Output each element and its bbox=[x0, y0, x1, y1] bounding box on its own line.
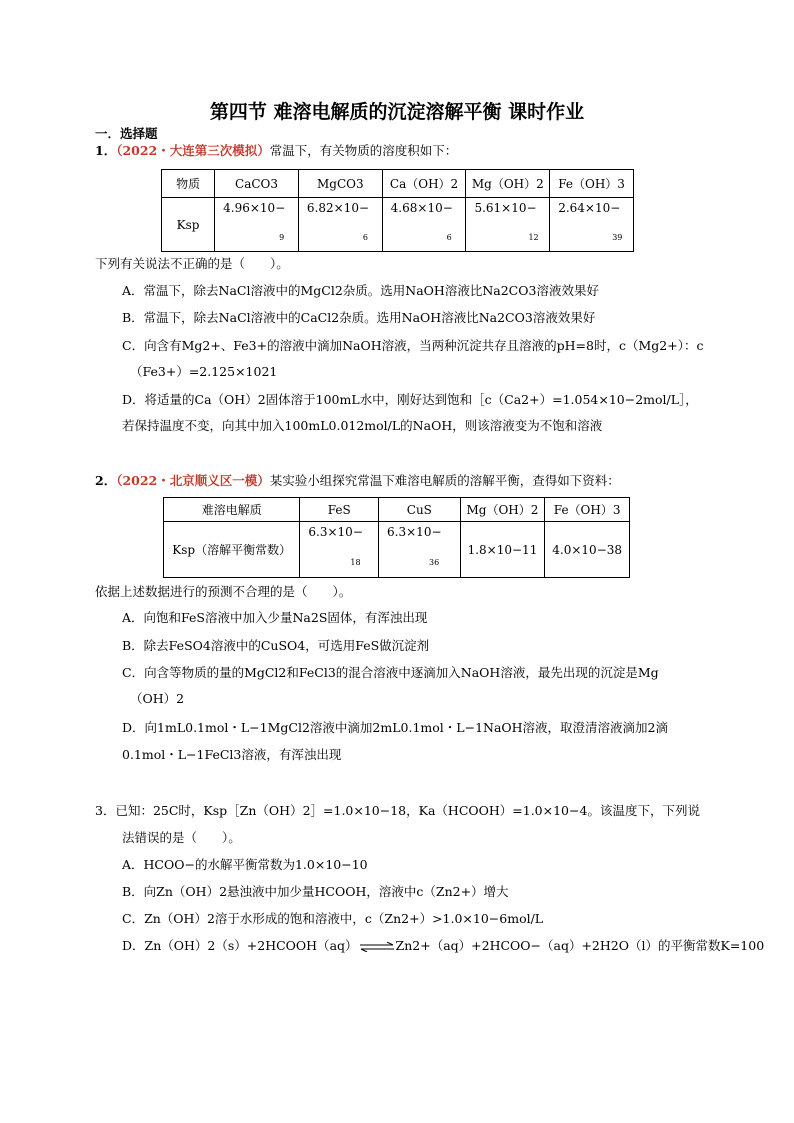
q1-number: 1． bbox=[95, 143, 117, 158]
q2-col-name: Mg（OH）2 bbox=[460, 498, 545, 522]
q2-ksp-table bbox=[163, 497, 630, 578]
q1-ksp-value: 4.96×10− 9 bbox=[215, 198, 299, 252]
q3-option-c: C．Zn（OH）2溶于水形成的饱和溶液中，c（Zn2+）>1.0×10−6mol/L bbox=[122, 911, 544, 926]
q2-option-d-cont: 0.1mol・L−1FeCl3溶液，有浑浊出现 bbox=[122, 747, 342, 762]
q1-table-header-label: 物质 bbox=[162, 170, 215, 198]
q1-ksp-table bbox=[161, 169, 634, 252]
q1-ksp-value: 6.82×10− 6 bbox=[298, 198, 382, 252]
q1-option-a: A．常温下，除去NaCl溶液中的MgCl2杂质。选用NaOH溶液比Na2CO3溶液效果好 bbox=[122, 283, 599, 298]
q2-number: 2． bbox=[95, 473, 117, 488]
equilibrium-arrow-icon bbox=[358, 942, 396, 952]
q1-option-d-cont: 若保持温度不变，向其中加入100mL0.012mol/L的NaOH，则该溶液变为不饱和溶液 bbox=[122, 418, 603, 433]
q2-option-c: C．向含等物质的量的MgCl2和FeCl3的混合溶液中逐滴加入NaOH溶液，最先出现的沉淀是Mg bbox=[122, 665, 659, 680]
q2-ksp-label: Ksp（溶解平衡常数） bbox=[164, 522, 300, 578]
q1-ksp-value: 5.61×10− 12 bbox=[466, 198, 550, 252]
q1-stem bbox=[95, 143, 457, 159]
q2-stem bbox=[95, 473, 620, 489]
q1-col-name: Fe（OH）3 bbox=[550, 170, 634, 198]
q1-col-name: MgCO3 bbox=[298, 170, 382, 198]
section-heading: 一．选择题 bbox=[95, 126, 158, 141]
q1-option-d: D．将适量的Ca（OH）2固体溶于100mL水中，刚好达到饱和［c（Ca2+）=1.054×10−2mol/L］， bbox=[122, 392, 698, 407]
q2-ksp-value: 6.3×10− 18 bbox=[300, 522, 379, 578]
q1-col-name: Mg（OH）2 bbox=[466, 170, 550, 198]
q1-source: （2022・大连第三次模拟） bbox=[116, 143, 270, 158]
q2-prompt: 依据上述数据进行的预测不合理的是（ ）。 bbox=[95, 584, 352, 599]
q1-ksp-value: 2.64×10− 39 bbox=[550, 198, 634, 252]
q3-option-d-left: D．Zn（OH）2（s）+2HCOOH（aq） bbox=[122, 938, 358, 953]
q2-ksp-value: 4.0×10−38 bbox=[545, 522, 630, 578]
q3-stem-cont: 法错误的是（ ）。 bbox=[122, 830, 241, 845]
q1-col-name: Ca（OH）2 bbox=[382, 170, 466, 198]
q2-stem-text: 某实验小组探究常温下难溶电解质的溶解平衡，查得如下资料： bbox=[269, 473, 620, 488]
q1-option-b: B．常温下，除去NaCl溶液中的CaCl2杂质。选用NaOH溶液比Na2CO3溶液效果好 bbox=[122, 310, 596, 325]
q2-col-name: CuS bbox=[379, 498, 461, 522]
q3-option-b: B．向Zn（OH）2悬浊液中加少量HCOOH，溶液中c（Zn2+）增大 bbox=[122, 884, 509, 899]
q1-col-name: CaCO3 bbox=[215, 170, 299, 198]
q2-option-d: D．向1mL0.1mol・L−1MgCl2溶液中滴加2mL0.1mol・L−1NaOH溶液，取澄清溶液滴加2滴 bbox=[122, 720, 669, 735]
q3-stem: 3．已知：25C时，Ksp［Zn（OH）2］=1.0×10−18，Ka（HCOOH）=1.0×10−4。该温度下，下列说 bbox=[95, 803, 700, 818]
page-title: 第四节 难溶电解质的沉淀溶解平衡 课时作业 bbox=[209, 101, 585, 123]
q2-ksp-value: 6.3×10− 36 bbox=[379, 522, 461, 578]
q2-col-name: Fe（OH）3 bbox=[545, 498, 630, 522]
q2-option-a: A．向饱和FeS溶液中加入少量Na2S固体，有浑浊出现 bbox=[122, 610, 428, 625]
q2-option-b: B．除去FeSO4溶液中的CuSO4，可选用FeS做沉淀剂 bbox=[122, 638, 430, 653]
q3-option-d bbox=[122, 938, 764, 954]
q3-option-d-right: Zn2+（aq）+2HCOO−（aq）+2H2O（l）的平衡常数K=100 bbox=[395, 938, 765, 953]
q3-option-a: A．HCOO−的水解平衡常数为1.0×10−10 bbox=[122, 857, 368, 872]
q1-option-c: C．向含有Mg2+、Fe3+的溶液中滴加NaOH溶液，当两种沉淀共存且溶液的pH=8时，c（Mg2+）：c bbox=[122, 338, 704, 353]
q1-prompt: 下列有关说法不正确的是（ ）。 bbox=[95, 256, 289, 271]
q2-source: （2022・北京顺义区一模） bbox=[116, 473, 270, 488]
q2-col-name: FeS bbox=[300, 498, 379, 522]
q1-ksp-value: 4.68×10− 6 bbox=[382, 198, 466, 252]
q2-option-c-cont: （OH）2 bbox=[130, 691, 185, 706]
q1-stem-text: 常温下，有关物质的溶度积如下： bbox=[269, 143, 458, 158]
q2-ksp-value: 1.8×10−11 bbox=[460, 522, 545, 578]
q1-option-c-cont: （Fe3+）=2.125×1021 bbox=[130, 364, 278, 379]
q2-table-header-label: 难溶电解质 bbox=[164, 498, 300, 522]
q1-ksp-label: Ksp bbox=[162, 198, 215, 252]
